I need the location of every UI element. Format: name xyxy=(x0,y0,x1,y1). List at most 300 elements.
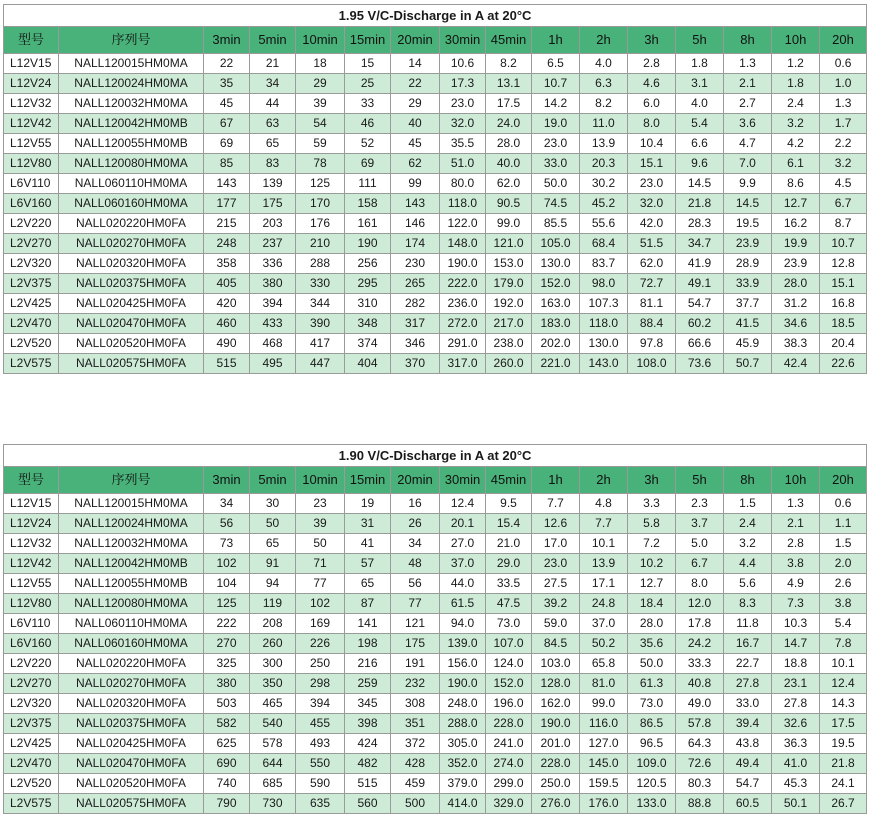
value-cell: 45.9 xyxy=(724,334,772,354)
table-row xyxy=(4,674,867,694)
value-cell: 41.9 xyxy=(676,254,724,274)
value-cell: 55.6 xyxy=(580,214,628,234)
value-cell: 127.0 xyxy=(580,734,628,754)
value-cell: 34 xyxy=(391,534,440,554)
value-cell: 515 xyxy=(204,354,250,374)
discharge-table-1-90v xyxy=(3,444,867,814)
value-cell: 2.8 xyxy=(772,534,820,554)
value-cell: 10.7 xyxy=(532,74,580,94)
serial-cell: NALL020520HM0FA xyxy=(59,334,204,354)
value-cell: 67 xyxy=(204,114,250,134)
value-cell: 15.1 xyxy=(820,274,867,294)
value-cell: 26.7 xyxy=(820,794,867,814)
value-cell: 24.2 xyxy=(676,634,724,654)
value-cell: 128.0 xyxy=(532,674,580,694)
value-cell: 0.6 xyxy=(820,494,867,514)
value-cell: 5.4 xyxy=(676,114,724,134)
value-cell: 84.5 xyxy=(532,634,580,654)
value-cell: 424 xyxy=(345,734,391,754)
value-cell: 161 xyxy=(345,214,391,234)
value-cell: 49.0 xyxy=(676,694,724,714)
table-row xyxy=(4,734,867,754)
value-cell: 37.0 xyxy=(440,554,486,574)
value-cell: 22 xyxy=(391,74,440,94)
value-cell: 490 xyxy=(204,334,250,354)
value-cell: 60.2 xyxy=(676,314,724,334)
value-cell: 3.2 xyxy=(772,114,820,134)
value-cell: 37.0 xyxy=(580,614,628,634)
value-cell: 3.3 xyxy=(628,494,676,514)
value-cell: 122.0 xyxy=(440,214,486,234)
value-cell: 35 xyxy=(204,74,250,94)
value-cell: 61.3 xyxy=(628,674,676,694)
value-cell: 65 xyxy=(250,534,296,554)
model-cell: L2V375 xyxy=(4,714,59,734)
value-cell: 6.0 xyxy=(628,94,676,114)
value-cell: 61.5 xyxy=(440,594,486,614)
value-cell: 31 xyxy=(345,514,391,534)
value-cell: 690 xyxy=(204,754,250,774)
value-cell: 310 xyxy=(345,294,391,314)
model-cell: L6V160 xyxy=(4,634,59,654)
value-cell: 300 xyxy=(250,654,296,674)
value-cell: 0.6 xyxy=(820,54,867,74)
value-cell: 10.6 xyxy=(440,54,486,74)
value-cell: 13.9 xyxy=(580,134,628,154)
value-cell: 3.8 xyxy=(820,594,867,614)
value-cell: 644 xyxy=(250,754,296,774)
value-cell: 177 xyxy=(204,194,250,214)
value-cell: 107.3 xyxy=(580,294,628,314)
value-cell: 74.5 xyxy=(532,194,580,214)
header-row xyxy=(4,27,867,54)
value-cell: 102 xyxy=(204,554,250,574)
column-header: 5min xyxy=(250,27,296,54)
value-cell: 33.9 xyxy=(724,274,772,294)
model-cell: L2V575 xyxy=(4,794,59,814)
value-cell: 380 xyxy=(204,674,250,694)
value-cell: 540 xyxy=(250,714,296,734)
value-cell: 259 xyxy=(345,674,391,694)
value-cell: 394 xyxy=(250,294,296,314)
table-row xyxy=(4,774,867,794)
value-cell: 28.0 xyxy=(628,614,676,634)
value-cell: 42.4 xyxy=(772,354,820,374)
value-cell: 288 xyxy=(296,254,345,274)
value-cell: 28.0 xyxy=(772,274,820,294)
value-cell: 51.0 xyxy=(440,154,486,174)
value-cell: 192.0 xyxy=(486,294,532,314)
value-cell: 18.4 xyxy=(628,594,676,614)
value-cell: 40.0 xyxy=(486,154,532,174)
column-header: 3h xyxy=(628,467,676,494)
model-cell: L6V110 xyxy=(4,174,59,194)
value-cell: 54.7 xyxy=(724,774,772,794)
value-cell: 11.8 xyxy=(724,614,772,634)
value-cell: 468 xyxy=(250,334,296,354)
column-header: 10h xyxy=(772,27,820,54)
value-cell: 493 xyxy=(296,734,345,754)
value-cell: 14.3 xyxy=(820,694,867,714)
value-cell: 50.1 xyxy=(772,794,820,814)
value-cell: 9.9 xyxy=(724,174,772,194)
value-cell: 208 xyxy=(250,614,296,634)
value-cell: 13.1 xyxy=(486,74,532,94)
value-cell: 2.7 xyxy=(724,94,772,114)
value-cell: 17.5 xyxy=(820,714,867,734)
value-cell: 590 xyxy=(296,774,345,794)
value-cell: 447 xyxy=(296,354,345,374)
value-cell: 40.8 xyxy=(676,674,724,694)
value-cell: 19.5 xyxy=(724,214,772,234)
value-cell: 17.1 xyxy=(580,574,628,594)
value-cell: 156.0 xyxy=(440,654,486,674)
value-cell: 146 xyxy=(391,214,440,234)
value-cell: 350 xyxy=(250,674,296,694)
value-cell: 60.5 xyxy=(724,794,772,814)
table-row xyxy=(4,314,867,334)
value-cell: 4.5 xyxy=(820,174,867,194)
value-cell: 190 xyxy=(345,234,391,254)
value-cell: 35.5 xyxy=(440,134,486,154)
value-cell: 8.3 xyxy=(724,594,772,614)
column-header: 45min xyxy=(486,467,532,494)
serial-cell: NALL120055HM0MB xyxy=(59,574,204,594)
value-cell: 85.5 xyxy=(532,214,580,234)
value-cell: 16.7 xyxy=(724,634,772,654)
column-header: 20min xyxy=(391,27,440,54)
value-cell: 72.7 xyxy=(628,274,676,294)
value-cell: 12.4 xyxy=(440,494,486,514)
value-cell: 1.5 xyxy=(820,534,867,554)
value-cell: 455 xyxy=(296,714,345,734)
value-cell: 4.7 xyxy=(724,134,772,154)
value-cell: 18.8 xyxy=(772,654,820,674)
value-cell: 45.2 xyxy=(580,194,628,214)
value-cell: 250 xyxy=(296,654,345,674)
column-header: 型号 xyxy=(4,27,59,54)
value-cell: 23.9 xyxy=(724,234,772,254)
value-cell: 19 xyxy=(345,494,391,514)
value-cell: 226 xyxy=(296,634,345,654)
value-cell: 730 xyxy=(250,794,296,814)
value-cell: 1.3 xyxy=(724,54,772,74)
value-cell: 169 xyxy=(296,614,345,634)
value-cell: 152.0 xyxy=(532,274,580,294)
serial-cell: NALL020575HM0FA xyxy=(59,354,204,374)
value-cell: 28.3 xyxy=(676,214,724,234)
value-cell: 83 xyxy=(250,154,296,174)
value-cell: 23.0 xyxy=(532,134,580,154)
value-cell: 104 xyxy=(204,574,250,594)
value-cell: 4.9 xyxy=(772,574,820,594)
model-cell: L12V55 xyxy=(4,574,59,594)
value-cell: 236.0 xyxy=(440,294,486,314)
value-cell: 550 xyxy=(296,754,345,774)
value-cell: 45.3 xyxy=(772,774,820,794)
value-cell: 59.0 xyxy=(532,614,580,634)
value-cell: 2.4 xyxy=(724,514,772,534)
value-cell: 248 xyxy=(204,234,250,254)
model-cell: L12V32 xyxy=(4,534,59,554)
value-cell: 250.0 xyxy=(532,774,580,794)
value-cell: 91 xyxy=(250,554,296,574)
value-cell: 65 xyxy=(345,574,391,594)
value-cell: 1.2 xyxy=(772,54,820,74)
table-row xyxy=(4,334,867,354)
value-cell: 230 xyxy=(391,254,440,274)
value-cell: 66.6 xyxy=(676,334,724,354)
model-cell: L12V80 xyxy=(4,594,59,614)
value-cell: 18.5 xyxy=(820,314,867,334)
column-header: 20min xyxy=(391,467,440,494)
value-cell: 8.7 xyxy=(820,214,867,234)
value-cell: 41.0 xyxy=(772,754,820,774)
value-cell: 121 xyxy=(391,614,440,634)
table-row xyxy=(4,794,867,814)
value-cell: 143.0 xyxy=(580,354,628,374)
value-cell: 141 xyxy=(345,614,391,634)
value-cell: 14.7 xyxy=(772,634,820,654)
value-cell: 40 xyxy=(391,114,440,134)
value-cell: 24.8 xyxy=(580,594,628,614)
value-cell: 3.8 xyxy=(772,554,820,574)
value-cell: 248.0 xyxy=(440,694,486,714)
value-cell: 50.2 xyxy=(580,634,628,654)
value-cell: 62.0 xyxy=(486,174,532,194)
value-cell: 143 xyxy=(391,194,440,214)
column-header: 15min xyxy=(345,27,391,54)
value-cell: 86.5 xyxy=(628,714,676,734)
serial-cell: NALL020375HM0FA xyxy=(59,714,204,734)
value-cell: 417 xyxy=(296,334,345,354)
value-cell: 12.7 xyxy=(628,574,676,594)
value-cell: 77 xyxy=(391,594,440,614)
value-cell: 183.0 xyxy=(532,314,580,334)
value-cell: 48 xyxy=(391,554,440,574)
value-cell: 22.7 xyxy=(724,654,772,674)
value-cell: 125 xyxy=(296,174,345,194)
value-cell: 1.3 xyxy=(772,494,820,514)
model-cell: L6V110 xyxy=(4,614,59,634)
value-cell: 291.0 xyxy=(440,334,486,354)
value-cell: 4.8 xyxy=(580,494,628,514)
value-cell: 21.8 xyxy=(676,194,724,214)
value-cell: 270 xyxy=(204,634,250,654)
model-cell: L2V220 xyxy=(4,654,59,674)
value-cell: 28.9 xyxy=(724,254,772,274)
model-cell: L2V375 xyxy=(4,274,59,294)
value-cell: 560 xyxy=(345,794,391,814)
value-cell: 118.0 xyxy=(440,194,486,214)
value-cell: 12.4 xyxy=(820,674,867,694)
value-cell: 8.2 xyxy=(580,94,628,114)
value-cell: 45 xyxy=(391,134,440,154)
value-cell: 228.0 xyxy=(532,754,580,774)
value-cell: 7.8 xyxy=(820,634,867,654)
value-cell: 370 xyxy=(391,354,440,374)
value-cell: 99.0 xyxy=(486,214,532,234)
model-cell: L6V160 xyxy=(4,194,59,214)
header-row xyxy=(4,467,867,494)
value-cell: 482 xyxy=(345,754,391,774)
model-cell: L2V425 xyxy=(4,294,59,314)
value-cell: 210 xyxy=(296,234,345,254)
value-cell: 3.6 xyxy=(724,114,772,134)
value-cell: 282 xyxy=(391,294,440,314)
value-cell: 33.5 xyxy=(486,574,532,594)
value-cell: 21.0 xyxy=(486,534,532,554)
value-cell: 14 xyxy=(391,54,440,74)
value-cell: 20.3 xyxy=(580,154,628,174)
value-cell: 52 xyxy=(345,134,391,154)
value-cell: 1.3 xyxy=(820,94,867,114)
column-header: 序列号 xyxy=(59,27,204,54)
value-cell: 2.6 xyxy=(820,574,867,594)
value-cell: 495 xyxy=(250,354,296,374)
value-cell: 10.1 xyxy=(580,534,628,554)
column-header: 30min xyxy=(440,27,486,54)
value-cell: 24.1 xyxy=(820,774,867,794)
serial-cell: NALL020320HM0FA xyxy=(59,694,204,714)
value-cell: 2.3 xyxy=(676,494,724,514)
value-cell: 44 xyxy=(250,94,296,114)
value-cell: 6.7 xyxy=(676,554,724,574)
serial-cell: NALL060160HM0MA xyxy=(59,634,204,654)
value-cell: 73.0 xyxy=(628,694,676,714)
value-cell: 80.0 xyxy=(440,174,486,194)
value-cell: 20.4 xyxy=(820,334,867,354)
value-cell: 1.8 xyxy=(772,74,820,94)
serial-cell: NALL020575HM0FA xyxy=(59,794,204,814)
value-cell: 105.0 xyxy=(532,234,580,254)
value-cell: 34 xyxy=(250,74,296,94)
value-cell: 21 xyxy=(250,54,296,74)
value-cell: 14.5 xyxy=(724,194,772,214)
value-cell: 81.0 xyxy=(580,674,628,694)
serial-cell: NALL120024HM0MA xyxy=(59,514,204,534)
value-cell: 153.0 xyxy=(486,254,532,274)
value-cell: 374 xyxy=(345,334,391,354)
model-cell: L12V32 xyxy=(4,94,59,114)
model-cell: L2V425 xyxy=(4,734,59,754)
table-row xyxy=(4,514,867,534)
value-cell: 69 xyxy=(345,154,391,174)
value-cell: 39 xyxy=(296,94,345,114)
value-cell: 201.0 xyxy=(532,734,580,754)
value-cell: 99.0 xyxy=(580,694,628,714)
table-row xyxy=(4,354,867,374)
value-cell: 19.0 xyxy=(532,114,580,134)
value-cell: 7.0 xyxy=(724,154,772,174)
value-cell: 20.1 xyxy=(440,514,486,534)
value-cell: 256 xyxy=(345,254,391,274)
value-cell: 2.1 xyxy=(724,74,772,94)
value-cell: 78 xyxy=(296,154,345,174)
value-cell: 49.4 xyxy=(724,754,772,774)
value-cell: 50.0 xyxy=(628,654,676,674)
value-cell: 62.0 xyxy=(628,254,676,274)
table-row xyxy=(4,554,867,574)
table-row xyxy=(4,214,867,234)
value-cell: 336 xyxy=(250,254,296,274)
serial-cell: NALL020220HM0FA xyxy=(59,654,204,674)
table-row xyxy=(4,74,867,94)
value-cell: 420 xyxy=(204,294,250,314)
value-cell: 5.6 xyxy=(724,574,772,594)
serial-cell: NALL020520HM0FA xyxy=(59,774,204,794)
value-cell: 24.0 xyxy=(486,114,532,134)
value-cell: 90.5 xyxy=(486,194,532,214)
table-row xyxy=(4,694,867,714)
value-cell: 398 xyxy=(345,714,391,734)
value-cell: 26 xyxy=(391,514,440,534)
value-cell: 176 xyxy=(296,214,345,234)
value-cell: 17.0 xyxy=(532,534,580,554)
value-cell: 23.0 xyxy=(440,94,486,114)
value-cell: 308 xyxy=(391,694,440,714)
value-cell: 72.6 xyxy=(676,754,724,774)
value-cell: 351 xyxy=(391,714,440,734)
value-cell: 260.0 xyxy=(486,354,532,374)
value-cell: 99 xyxy=(391,174,440,194)
column-header: 20h xyxy=(820,467,867,494)
model-cell: L2V270 xyxy=(4,674,59,694)
column-header: 2h xyxy=(580,27,628,54)
value-cell: 16 xyxy=(391,494,440,514)
value-cell: 148.0 xyxy=(440,234,486,254)
value-cell: 19.5 xyxy=(820,734,867,754)
model-cell: L12V55 xyxy=(4,134,59,154)
value-cell: 34.6 xyxy=(772,314,820,334)
value-cell: 790 xyxy=(204,794,250,814)
value-cell: 352.0 xyxy=(440,754,486,774)
value-cell: 405 xyxy=(204,274,250,294)
value-cell: 237 xyxy=(250,234,296,254)
value-cell: 56 xyxy=(391,574,440,594)
value-cell: 88.4 xyxy=(628,314,676,334)
value-cell: 35.6 xyxy=(628,634,676,654)
serial-cell: NALL020425HM0FA xyxy=(59,734,204,754)
column-header: 10h xyxy=(772,467,820,494)
value-cell: 17.8 xyxy=(676,614,724,634)
value-cell: 15 xyxy=(345,54,391,74)
table-title: 1.90 V/C-Discharge in A at 20°C xyxy=(4,445,867,467)
serial-cell: NALL060110HM0MA xyxy=(59,174,204,194)
model-cell: L2V470 xyxy=(4,314,59,334)
value-cell: 15.1 xyxy=(628,154,676,174)
value-cell: 10.2 xyxy=(628,554,676,574)
value-cell: 29.0 xyxy=(486,554,532,574)
value-cell: 176.0 xyxy=(580,794,628,814)
value-cell: 228.0 xyxy=(486,714,532,734)
value-cell: 107.0 xyxy=(486,634,532,654)
value-cell: 198 xyxy=(345,634,391,654)
column-header: 45min xyxy=(486,27,532,54)
value-cell: 73.0 xyxy=(486,614,532,634)
value-cell: 272.0 xyxy=(440,314,486,334)
value-cell: 71 xyxy=(296,554,345,574)
value-cell: 503 xyxy=(204,694,250,714)
value-cell: 23 xyxy=(296,494,345,514)
value-cell: 238.0 xyxy=(486,334,532,354)
value-cell: 88.8 xyxy=(676,794,724,814)
value-cell: 217.0 xyxy=(486,314,532,334)
model-cell: L12V15 xyxy=(4,54,59,74)
value-cell: 139.0 xyxy=(440,634,486,654)
value-cell: 32.0 xyxy=(628,194,676,214)
value-cell: 37.7 xyxy=(724,294,772,314)
